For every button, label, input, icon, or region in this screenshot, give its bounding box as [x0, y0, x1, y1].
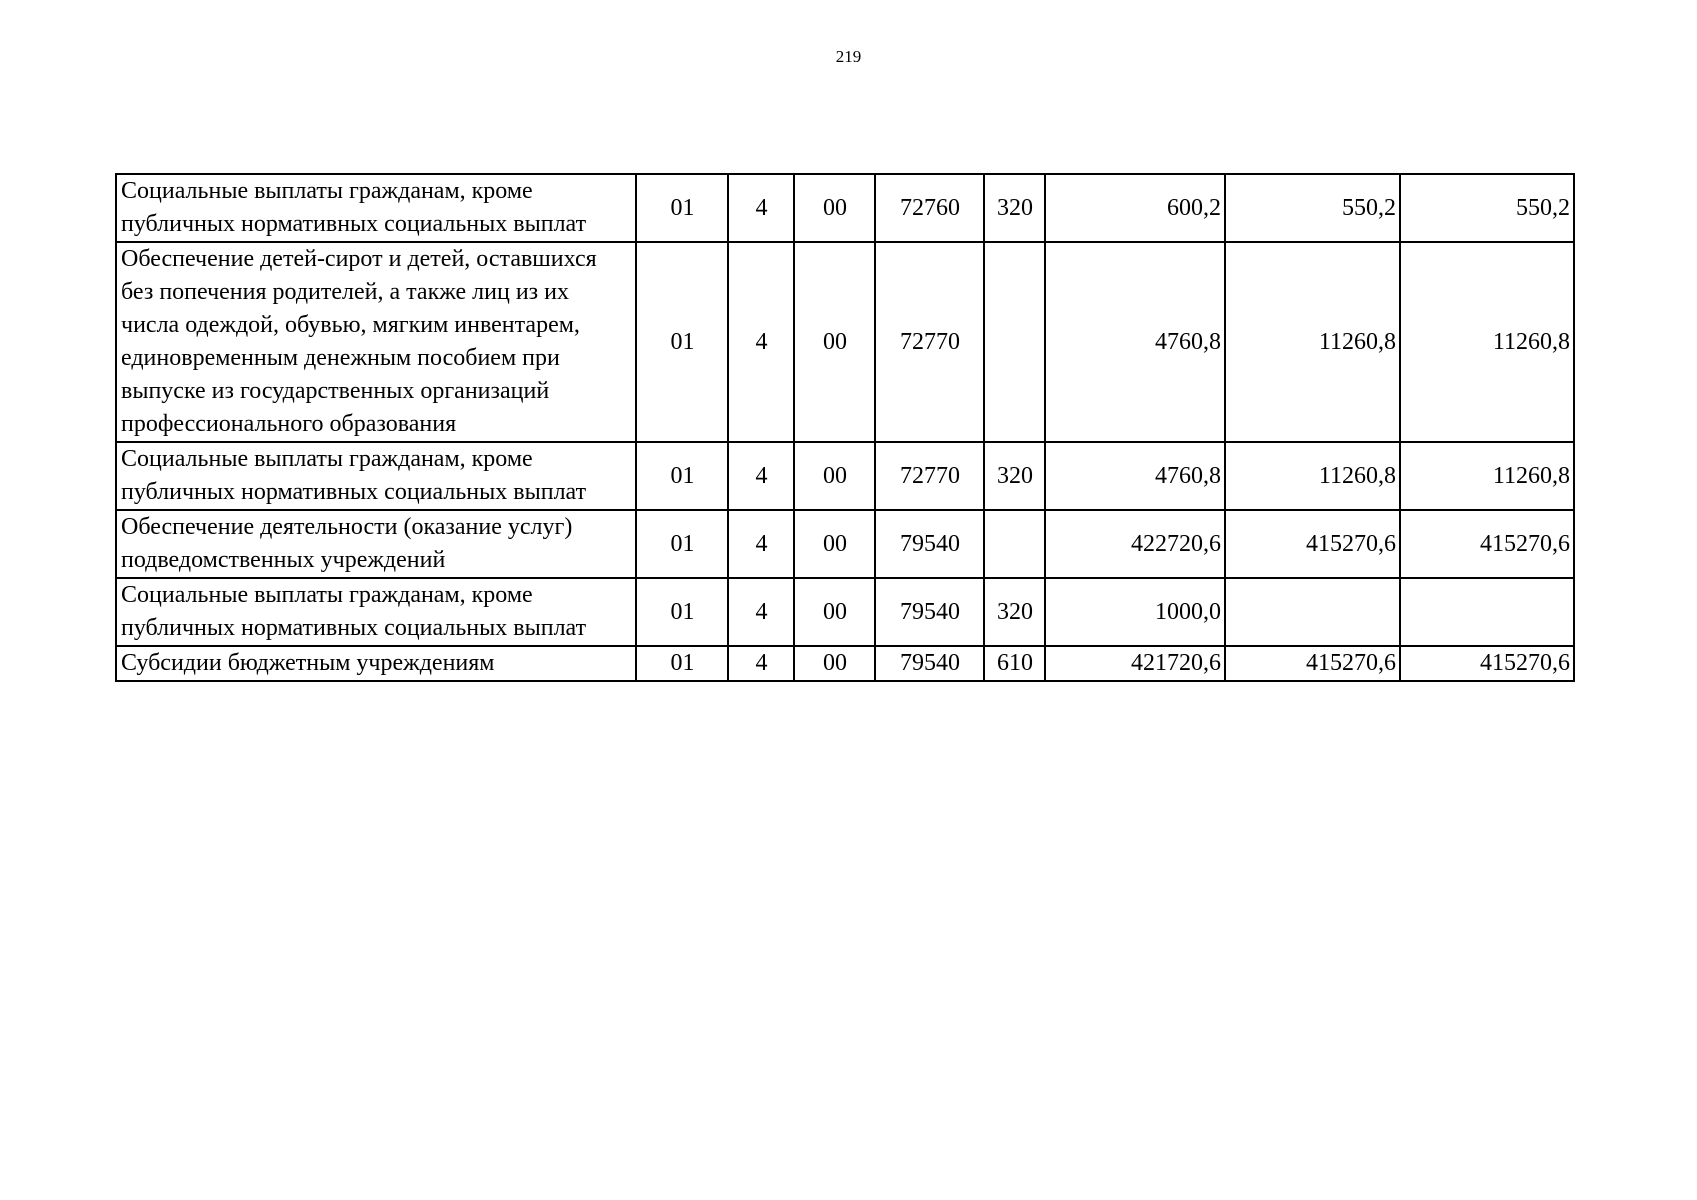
cell-code-3: 00 — [794, 578, 875, 646]
cell-code-2: 4 — [728, 442, 794, 510]
row-name: Субсидии бюджетным учреждениям — [116, 646, 636, 681]
cell-value-1: 1000,0 — [1045, 578, 1225, 646]
cell-value-1: 4760,8 — [1045, 442, 1225, 510]
cell-value-3: 11260,8 — [1400, 442, 1574, 510]
cell-code-1: 01 — [636, 442, 728, 510]
cell-code-4: 72760 — [875, 174, 984, 242]
cell-code-5 — [984, 510, 1045, 578]
cell-value-3: 415270,6 — [1400, 510, 1574, 578]
cell-code-4: 79540 — [875, 646, 984, 681]
cell-code-3: 00 — [794, 510, 875, 578]
cell-code-2: 4 — [728, 646, 794, 681]
table-row — [116, 442, 1574, 510]
cell-code-4: 72770 — [875, 442, 984, 510]
cell-value-2: 11260,8 — [1225, 442, 1400, 510]
cell-code-1: 01 — [636, 646, 728, 681]
row-name: Социальные выплаты гражданам, кроме публичных нормативных социальных выплат — [116, 442, 636, 510]
row-name: Социальные выплаты гражданам, кроме публичных нормативных социальных выплат — [116, 578, 636, 646]
cell-code-4: 79540 — [875, 510, 984, 578]
cell-code-1: 01 — [636, 510, 728, 578]
cell-value-1: 4760,8 — [1045, 242, 1225, 442]
cell-code-3: 00 — [794, 442, 875, 510]
cell-value-2: 415270,6 — [1225, 510, 1400, 578]
cell-value-1: 600,2 — [1045, 174, 1225, 242]
cell-value-2: 11260,8 — [1225, 242, 1400, 442]
cell-value-3: 11260,8 — [1400, 242, 1574, 442]
cell-code-2: 4 — [728, 578, 794, 646]
cell-code-5: 320 — [984, 174, 1045, 242]
cell-code-1: 01 — [636, 242, 728, 442]
cell-value-2: 415270,6 — [1225, 646, 1400, 681]
cell-value-2 — [1225, 578, 1400, 646]
cell-code-1: 01 — [636, 578, 728, 646]
row-name: Обеспечение деятельности (оказание услуг) подведомственных учреждений — [116, 510, 636, 578]
table-row — [116, 174, 1574, 242]
cell-code-5 — [984, 242, 1045, 442]
cell-code-5: 320 — [984, 578, 1045, 646]
cell-code-4: 72770 — [875, 242, 984, 442]
cell-code-5: 610 — [984, 646, 1045, 681]
table-row — [116, 646, 1574, 681]
cell-value-3: 415270,6 — [1400, 646, 1574, 681]
cell-value-1: 421720,6 — [1045, 646, 1225, 681]
cell-code-4: 79540 — [875, 578, 984, 646]
cell-code-2: 4 — [728, 242, 794, 442]
row-name: Социальные выплаты гражданам, кроме публичных нормативных социальных выплат — [116, 174, 636, 242]
cell-value-2: 550,2 — [1225, 174, 1400, 242]
table-row — [116, 510, 1574, 578]
table-row — [116, 578, 1574, 646]
cell-code-3: 00 — [794, 174, 875, 242]
budget-table — [115, 173, 1575, 682]
page-number: 219 — [835, 47, 862, 66]
cell-code-2: 4 — [728, 510, 794, 578]
table-row — [116, 242, 1574, 442]
cell-value-3: 550,2 — [1400, 174, 1574, 242]
cell-value-1: 422720,6 — [1045, 510, 1225, 578]
cell-code-2: 4 — [728, 174, 794, 242]
row-name: Обеспечение детей-сирот и детей, оставшихся без попечения родителей, а также лиц из их числа одеждой, обувью, мягким инвентарем, единовременным денежным пособием при выпуске из государственных организаций профессионального образования — [116, 242, 636, 442]
cell-code-3: 00 — [794, 646, 875, 681]
cell-code-3: 00 — [794, 242, 875, 442]
cell-value-3 — [1400, 578, 1574, 646]
cell-code-1: 01 — [636, 174, 728, 242]
cell-code-5: 320 — [984, 442, 1045, 510]
